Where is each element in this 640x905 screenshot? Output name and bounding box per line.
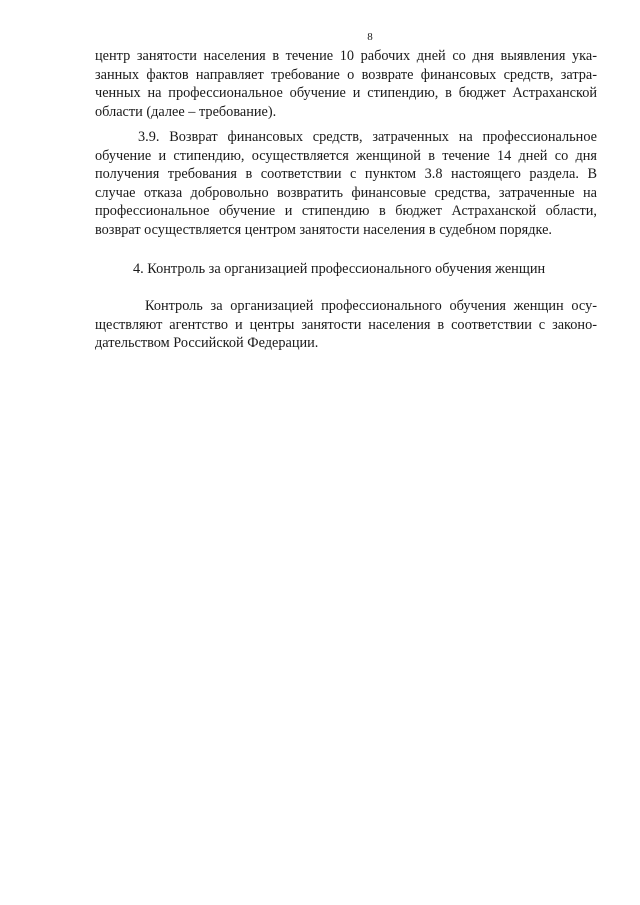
text-line: возврат осуществляется центром занятости населения в судебном порядке.: [95, 221, 552, 238]
section-heading: 4. Контроль за организацией профессионального обучения женщин: [133, 261, 546, 277]
paragraph-3-9: [95, 128, 597, 239]
page-number: 8: [367, 31, 373, 43]
text-line: ществляют агентство и центры занятости населения в соответствии с законо-: [95, 316, 597, 333]
text-line: ченных на профессиональное обучение и стипендию, в бюджет Астраханской: [95, 85, 597, 101]
text-line: центр занятости населения в течение 10 рабочих дней со дня выявления ука-: [95, 48, 597, 64]
text-line: 3.9. Возврат финансовых средств, затраченных на профессиональное: [138, 129, 597, 145]
text-line: области (далее – требование).: [95, 103, 277, 120]
text-line: занных фактов направляет требование о возврате финансовых средств, затра-: [95, 66, 597, 83]
text-line: дательством Российской Федерации.: [95, 335, 319, 351]
text-line: случае отказа добровольно возвратить финансовые средства, затраченные на: [95, 184, 597, 201]
paragraph-section-4: [95, 297, 597, 353]
paragraph-continuation: [95, 47, 597, 121]
text-line: профессиональное обучение и стипендию в бюджет Астраханской области,: [95, 203, 597, 219]
text-line: Контроль за организацией профессионального обучения женщин осу-: [145, 298, 597, 314]
text-line: получения требования в соответствии с пунктом 3.8 настоящего раздела. В: [95, 166, 597, 182]
text-line: обучение и стипендию, осуществляется женщиной в течение 14 дней со дня: [95, 147, 597, 164]
